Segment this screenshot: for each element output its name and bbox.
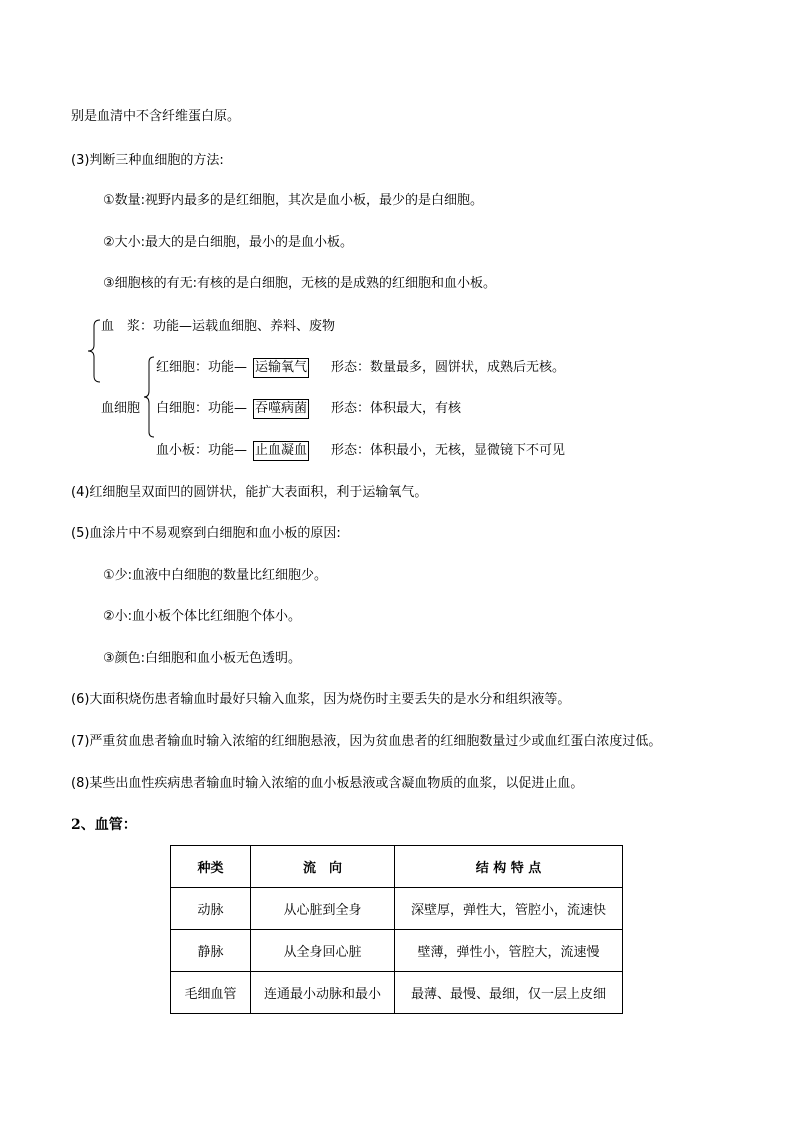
cell-structure: 最薄、最慢、最细，仅一层上皮细: [395, 972, 623, 1014]
cell-structure: 壁薄，弹性小，管腔大，流速慢: [395, 930, 623, 972]
cell-direction: 连通最小动脉和最小: [251, 972, 395, 1014]
method-title: (3)判断三种血细胞的方法:: [71, 153, 224, 168]
cell-structure: 深壁厚，弹性大，管腔小，流速快: [395, 888, 623, 930]
point-8: (8)某些出血性疾病患者输血时输入浓缩的血小板悬液或含凝血物质的血浆，以促进止血。: [71, 776, 584, 791]
cells-label: 血细胞: [101, 401, 141, 416]
white-cell-form: 形态：体积最大，有核: [331, 401, 462, 416]
point-5-item-1: ①少:血液中白细胞的数量比红细胞少。: [103, 568, 328, 583]
point-6: (6)大面积烧伤患者输血时最好只输入血浆，因为烧伤时主要丢失的是水分和组织液等。: [71, 692, 571, 707]
point-5-item-2: ②小:血小板个体比红细胞个体小。: [103, 609, 302, 624]
header-structure: 结 构 特 点: [395, 846, 623, 888]
cell-type: 毛细血管: [171, 972, 251, 1014]
section-2-title: 2、血管：: [71, 817, 137, 833]
method-item-1: ①数量:视野内最多的是红细胞，其次是血小板，最少的是白细胞。: [103, 193, 484, 208]
red-cell-function: 运输氧气: [253, 358, 309, 378]
white-cell-name: 白细胞：功能—: [156, 401, 248, 416]
plasma-label: 血 浆：功能—运载血细胞、养料、废物: [101, 319, 336, 334]
method-item-3: ③细胞核的有无:有核的是白细胞，无核的是成熟的红细胞和血小板。: [103, 276, 497, 291]
table-row: [171, 930, 623, 972]
vessel-table: [170, 845, 623, 1014]
cells-brace-icon: [143, 355, 157, 439]
cell-type: 动脉: [171, 888, 251, 930]
header-direction: 流 向: [251, 846, 395, 888]
red-cell-name: 红细胞：功能—: [156, 360, 248, 375]
red-cell-form: 形态：数量最多，圆饼状，成熟后无核。: [331, 360, 566, 375]
platelet-name: 血小板：功能—: [156, 443, 248, 458]
table-header-row: [171, 846, 623, 888]
cell-direction: 从心脏到全身: [251, 888, 395, 930]
point-7: (7)严重贫血患者输血时输入浓缩的红细胞悬液，因为贫血患者的红细胞数量过少或血红蛋白浓度过低。: [71, 734, 662, 749]
header-type: 种类: [171, 846, 251, 888]
platelet-function: 止血凝血: [253, 441, 309, 461]
point-4: (4)红细胞呈双面凹的圆饼状，能扩大表面积，利于运输氧气。: [71, 485, 428, 500]
intro-line: 别是血清中不含纤维蛋白原。: [71, 109, 241, 124]
table-row: [171, 888, 623, 930]
method-item-2: ②大小:最大的是白细胞，最小的是血小板。: [103, 235, 354, 250]
table-row: [171, 972, 623, 1014]
white-cell-function: 吞噬病菌: [253, 399, 309, 419]
point-5-title: (5)血涂片中不易观察到白细胞和血小板的原因:: [71, 526, 341, 541]
cell-type: 静脉: [171, 930, 251, 972]
cell-direction: 从全身回心脏: [251, 930, 395, 972]
point-5-item-3: ③颜色:白细胞和血小板无色透明。: [103, 651, 302, 666]
platelet-form: 形态：体积最小，无核，显微镜下不可见: [331, 443, 566, 458]
